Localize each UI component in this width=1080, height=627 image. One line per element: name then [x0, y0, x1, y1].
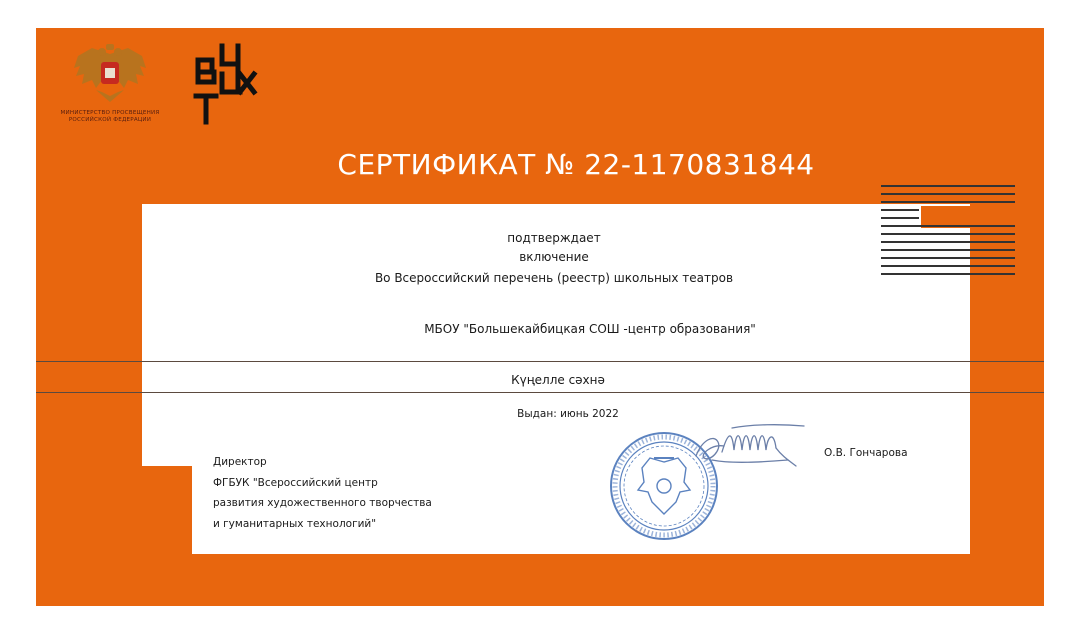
signatory-line: Директор — [213, 456, 267, 468]
certificate-title: СЕРТИФИКАТ № 22-1170831844 — [337, 148, 815, 181]
inclusion-text: включение — [519, 250, 589, 264]
issue-date: Выдан: июнь 2022 — [517, 408, 619, 420]
certificate — [36, 28, 1044, 606]
confirms-text: подтверждает — [507, 231, 601, 245]
theatre-name: Күңелле сәхнә — [511, 373, 605, 387]
signatory-line: развития художественного творчества — [213, 497, 432, 509]
registry-text: Во Всероссийский перечень (реестр) школьных театров — [374, 271, 734, 285]
handwritten-signature — [692, 420, 806, 480]
vcht-logo — [192, 42, 258, 126]
school-name: МБОУ "Большекайбицкая СОШ -центр образования" — [424, 322, 756, 336]
signatory-line: ФГБУК "Всероссийский центр — [213, 476, 378, 489]
coat-of-arms-icon — [72, 44, 148, 108]
divider-bottom — [36, 392, 1044, 393]
divider-top — [36, 361, 1044, 362]
signatory-title — [213, 452, 432, 534]
ministry-label: МИНИСТЕРСТВО ПРОСВЕЩЕНИЯ РОССИЙСКОЙ ФЕДЕРАЦИИ — [60, 110, 160, 123]
signer-name: О.В. Гончарова — [824, 447, 908, 459]
signatory-line: и гуманитарных технологий" — [213, 517, 377, 530]
